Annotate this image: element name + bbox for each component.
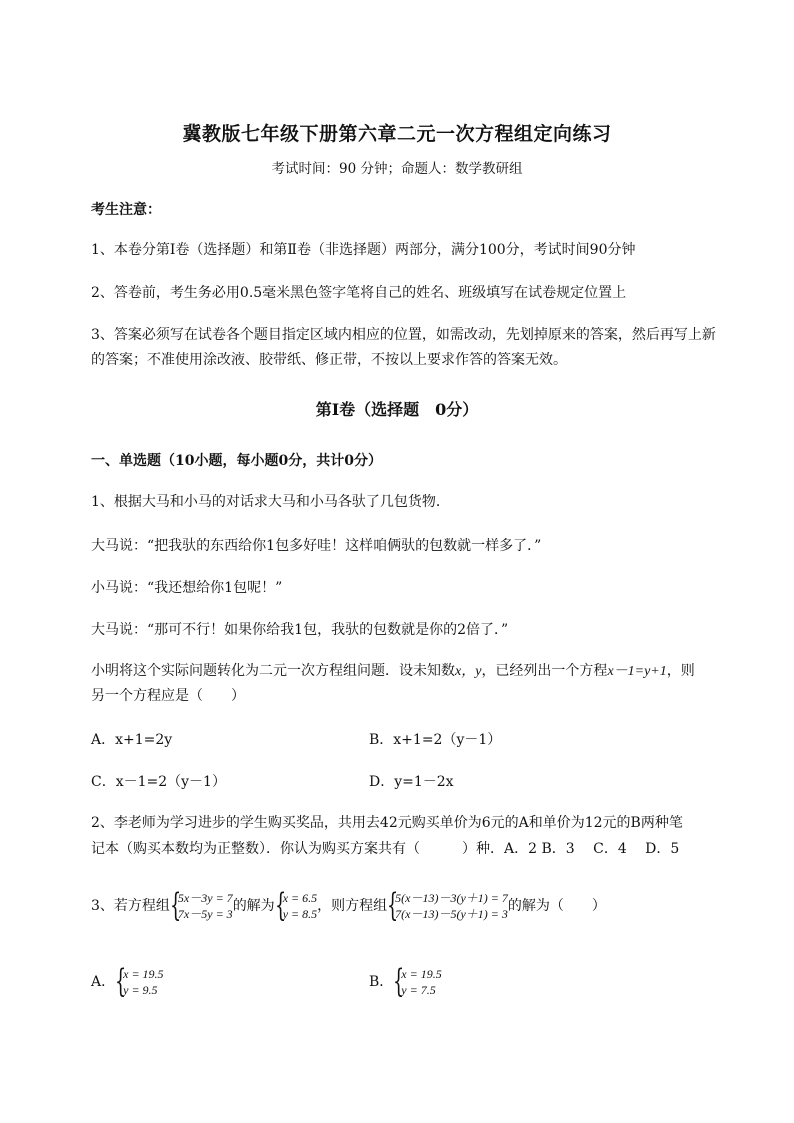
q1-dialogue-2: 小马说：“我还想给你1包呢！” (91, 580, 283, 596)
q3-system-1-eq1: 5x－3y = 7 (177, 891, 233, 905)
q3-suffix: 的解为（ ） (507, 898, 606, 914)
q3-mid-2: ，则方程组 (317, 898, 388, 914)
section-title: 第Ⅰ卷（选择题 0分） (315, 400, 479, 419)
q1-option-b[interactable]: B．x+1=2（y－1） (369, 732, 502, 748)
q3-option-b-label: B． (369, 974, 394, 990)
q3-mid-1: 的解为 (232, 898, 275, 914)
q3-option-a-system (115, 962, 164, 1000)
q3-option-b-x: x = 19.5 (401, 967, 442, 981)
q3-system-2-eq2: 7(x－13)－5(y＋1) = 3 (395, 907, 508, 921)
q3-system-1 (169, 886, 233, 924)
brace-icon: { (393, 962, 405, 1000)
q1-given-equation: x－1=y+1 (607, 664, 667, 679)
q1-unknowns: x，y (455, 664, 482, 679)
q1-question-a: 小明将这个实际问题转化为二元一次方程组问题．设未知数 (91, 663, 455, 679)
q3-option-b[interactable] (369, 962, 442, 1000)
q3-option-b-system (393, 962, 442, 1000)
q1-option-a[interactable]: A．x+1=2y (91, 732, 173, 748)
q1-stem: 1、根据大马和小马的对话求大马和小马各驮了几包货物． (91, 494, 450, 510)
q1-option-d[interactable]: D．y=1－2x (369, 774, 454, 790)
q3-system-1-eq2: 7x－5y = 3 (177, 907, 233, 921)
q3-system-2-eq1: 5(x－13)－3(y＋1) = 7 (395, 891, 508, 905)
q1-dialogue-3: 大马说：“那可不行！如果你给我1包，我驮的包数就是你的2倍了．” (91, 622, 509, 638)
q3-solution-1-y: y = 8.5 (282, 907, 318, 921)
q1-question-c: ，则 (666, 663, 695, 679)
q2-line-2: 记本（购买本数均为正整数）．你认为购买方案共有（ ）种．A．2 B．3 C．4 D．5 (91, 841, 680, 857)
q1-question-line2: 另一个方程应是（ ） (91, 688, 245, 704)
brace-icon: { (387, 886, 399, 924)
notice-heading: 考生注意： (91, 202, 161, 218)
q3-option-a-x: x = 19.5 (123, 967, 164, 981)
q1-dialogue-1: 大马说：“把我驮的东西给你1包多好哇！这样咱俩驮的包数就一样多了．” (91, 538, 542, 554)
notice-item-3-cont: 的答案；不准使用涂改液、胶带纸、修正带，不按以上要求作答的答案无效。 (91, 352, 567, 368)
q3-option-a[interactable] (91, 962, 164, 1000)
q3-system-2 (387, 886, 508, 924)
brace-icon: { (115, 962, 127, 1000)
brace-icon: { (274, 886, 286, 924)
q1-question (91, 660, 751, 683)
q3-option-a-label: A． (91, 974, 116, 990)
q2-line-1: 2、李老师为学习进步的学生购买奖品，共用去42元购买单价为6元的A和单价为12元的B两种笔 (91, 815, 683, 831)
brace-icon: { (169, 886, 182, 924)
exam-subtitle: 考试时间：90 分钟；命题人：数学教研组 (271, 161, 523, 177)
q3-solution-1-x: x = 6.5 (282, 891, 318, 905)
q3-stem (91, 886, 606, 924)
q1-option-c[interactable]: C．x－1=2（y－1） (91, 774, 226, 790)
q3-option-a-y: y = 9.5 (123, 983, 158, 997)
q3-prefix: 3、若方程组 (91, 898, 170, 914)
q1-question-b: ，已经列出一个方程 (481, 663, 608, 679)
q3-solution-1 (274, 886, 318, 924)
notice-item-2: 2、答卷前，考生务必用0.5毫米黑色签字笔将自己的姓名、班级填写在试卷规定位置上 (91, 285, 627, 301)
q3-option-b-y: y = 7.5 (401, 983, 436, 997)
notice-item-1: 1、本卷分第Ⅰ卷（选择题）和第Ⅱ卷（非选择题）两部分，满分100分，考试时间90分钟 (91, 242, 636, 258)
part-heading: 一、单选题（10小题，每小题0分，共计0分） (91, 453, 382, 469)
notice-item-3: 3、答案必须写在试卷各个题目指定区域内相应的位置，如需改动，先划掉原来的答案，然后再写上新 (91, 327, 716, 343)
page-title: 冀教版七年级下册第六章二元一次方程组定向练习 (182, 123, 612, 145)
